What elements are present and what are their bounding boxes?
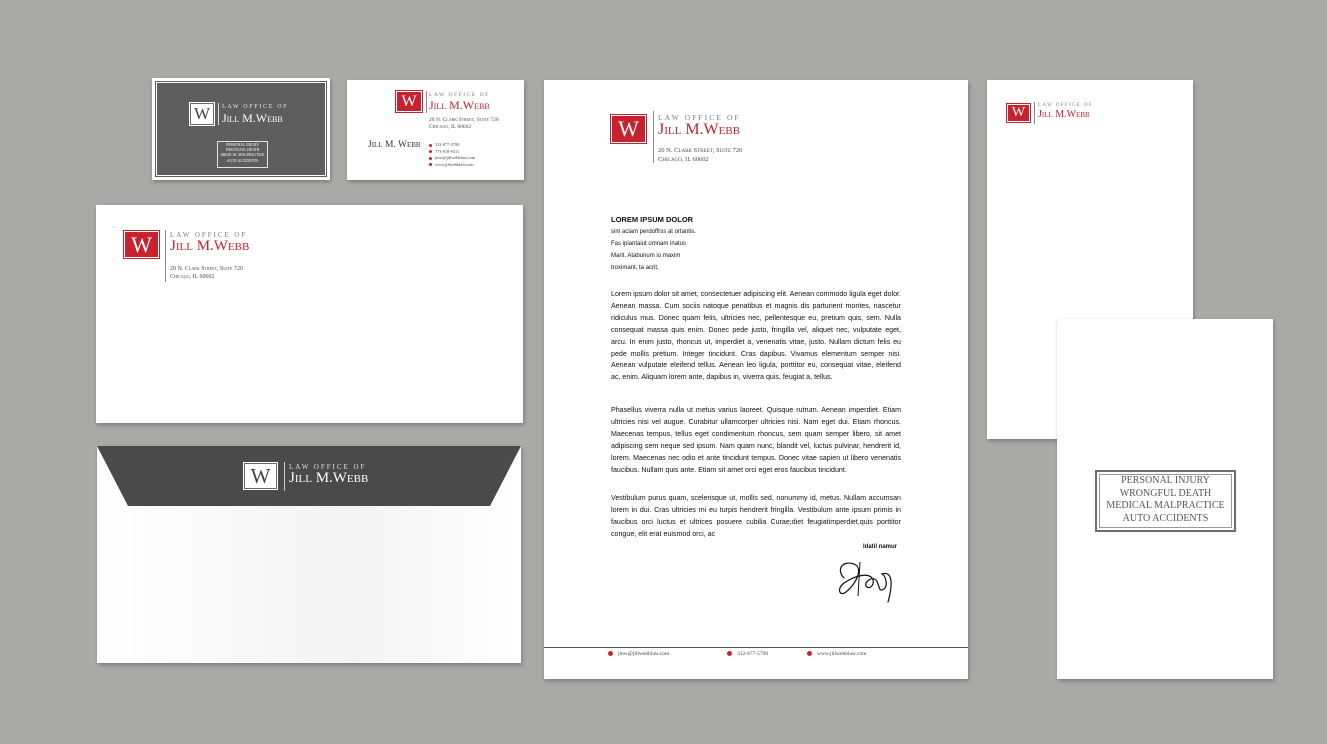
contact-list [429, 142, 475, 168]
recipient-line: sim aciam perdoffrss at ortantis. [611, 229, 696, 235]
recipient-line: troximant, ta acrit, [611, 265, 659, 271]
monogram-logo: W [125, 232, 158, 257]
logo-divider [218, 103, 219, 125]
attorney-name: Jill M. Webb [368, 140, 421, 150]
recipient-line: Fas ipiantaiut omnam inatus [611, 241, 687, 247]
address-line2: Chicago, IL 60602 [429, 124, 472, 130]
address-line1: 20 N. Clark Street, Suite 720 [429, 117, 499, 123]
firm-name: Jill M.Webb [289, 470, 369, 486]
phone-icon [429, 144, 432, 147]
letter-paragraph: Lorem ipsum dolor sit amet, consectetuer adipiscing elit. Aenean commodo ligula eget dolor. Aenean massa. Cum sociis natoque penatibus et magnis dis parturient montes, nascetur ridiculus mus. Donec quam felis, ultricies nec, pellentesque eu, pretium quis, sem. Nulla consequat massa quis enim. Donec pede justo, fringilla vel, aliquet nec, vulputate eget, arcu. In enim justo, rhoncus ut, imperdiet a, venenatis vitae, justo. Nullam dictum felis eu pede mollis pretium. Integer tincidunt. Cras dapibus. Vivamus elementum semper nisi. Aenean vulputate eleifend tellus. Aenean leo ligula, porttitor eu, consequat vitae, eleifend ac, enim. Aliquam lorem ante, dapibus in, viverra quis, feugiat a, tellus. [611, 290, 901, 382]
recipient-line: Marit. Atabunum iu maxim [611, 253, 681, 259]
office-label: LAW OFFICE OF [222, 104, 289, 110]
phone-line: 773-918-9311 [429, 149, 475, 156]
letterhead [544, 80, 968, 679]
services-box [217, 141, 268, 168]
footer-phone: 312-877-5790 [727, 651, 768, 657]
logo-divider [284, 462, 285, 491]
footer-web: www.jillwebblaw.com [807, 651, 866, 657]
folder-card [1057, 319, 1273, 679]
firm-name: Jill M.Webb [1038, 109, 1090, 120]
address-line1: 20 N. Clark Street, Suite 720 [170, 266, 243, 272]
business-card-front [347, 80, 524, 180]
service-item: WRONGFUL DEATH [225, 148, 260, 153]
phone-icon [727, 651, 732, 656]
recipient-address [611, 226, 696, 274]
address-line2: Chicago, IL 60602 [658, 156, 709, 163]
mail-icon [608, 651, 613, 656]
signature [830, 556, 906, 606]
phone-icon [429, 150, 432, 153]
recipient-heading: LOREM IPSUM DOLOR [611, 215, 694, 224]
firm-name: Jill M.Webb [429, 98, 490, 112]
logo-divider [653, 111, 654, 163]
monogram-logo: W [1008, 105, 1029, 121]
address-line1: 20 N. Clark Street, Suite 720 [658, 147, 743, 154]
envelope-front [96, 205, 523, 423]
office-label: LAW OFFICE OF [429, 92, 490, 98]
service-item: MEDICAL MALPRACTICE [220, 153, 265, 158]
service-item: AUTO ACCIDENTS [1122, 512, 1209, 524]
service-item: WRONGFUL DEATH [1119, 487, 1212, 499]
office-label: LAW OFFICE OF [1038, 103, 1094, 108]
web-line: www.jillwebblaw.com [429, 162, 475, 169]
phone-line: 312-877-5790 [429, 142, 475, 149]
firm-name: Jill M.Webb [658, 121, 741, 138]
monogram-logo: W [191, 104, 213, 124]
footer-email: jmw@jillwebblaw.com [608, 651, 669, 657]
service-item: PERSONAL INJURY [226, 143, 259, 147]
footer-rule [544, 647, 968, 648]
globe-icon [429, 163, 432, 166]
firm-name: Jill M.Webb [222, 111, 283, 125]
firm-name: Jill M.Webb [170, 238, 250, 254]
service-item: PERSONAL INJURY [1121, 475, 1210, 486]
monogram-logo: W [245, 464, 276, 488]
monogram-logo: W [612, 116, 645, 142]
logo-divider [165, 230, 166, 282]
letter-paragraph: Phasellus viverra nulla ut metus varius laoreet. Quisque rutrum. Aenean imperdiet. Etiam ultricies nisi vel augue. Curabitur ullamcorper ultricies nisi. Nam eget dui. Etiam rhoncus. Maecenas tempus, tellus eget condimentum rhoncus, sem quam semper libero, sit amet adipiscing sem neque sed ipsum. Nam quam nunc, blandit vel, luctus pulvinar, hendrerit id, lorem. Maecenas nec odio et ante tincidunt tempus. Donec vitae sapien ut libero venenatis faucibus. Nullam quis ante. Etiam sit amet orci eget eros faucibus tincidunt. [611, 406, 901, 474]
business-card-back [152, 78, 330, 180]
office-label: LAW OFFICE OF [658, 113, 741, 122]
services-box [1095, 470, 1236, 532]
envelope-back [97, 446, 521, 663]
service-item: MEDICAL MALPRACTICE [1106, 500, 1225, 512]
office-label: LAW OFFICE OF [289, 463, 367, 471]
monogram-logo: W [397, 92, 421, 111]
address-line2: Chicago, IL 60602 [170, 274, 215, 280]
business-card-back-panel [157, 83, 325, 175]
mail-icon [429, 157, 432, 160]
logo-divider [426, 91, 427, 113]
service-item: AUTO ACCIDENTS [226, 158, 259, 163]
logo-divider [1034, 102, 1035, 124]
globe-icon [807, 651, 812, 656]
letter-closing: Idatil namur [863, 544, 898, 550]
email-line: jmw@jillwebblaw.com [429, 155, 475, 162]
letter-paragraph: Vestibulum purus quam, scelerisque ut, mollis sed, nonummy id, metus. Nullam accumsan lorem in dui. Cras ultricies mi eu turpis hendrerit fringilla. Vestibulum ante ipsum primis in faucibus orci luctus et ultrices posuere cubilia Curae;diet feugiatimperdiet,quis porttitor congue, elit erat euismod orci, ac [611, 494, 901, 538]
office-label: LAW OFFICE OF [170, 231, 248, 239]
